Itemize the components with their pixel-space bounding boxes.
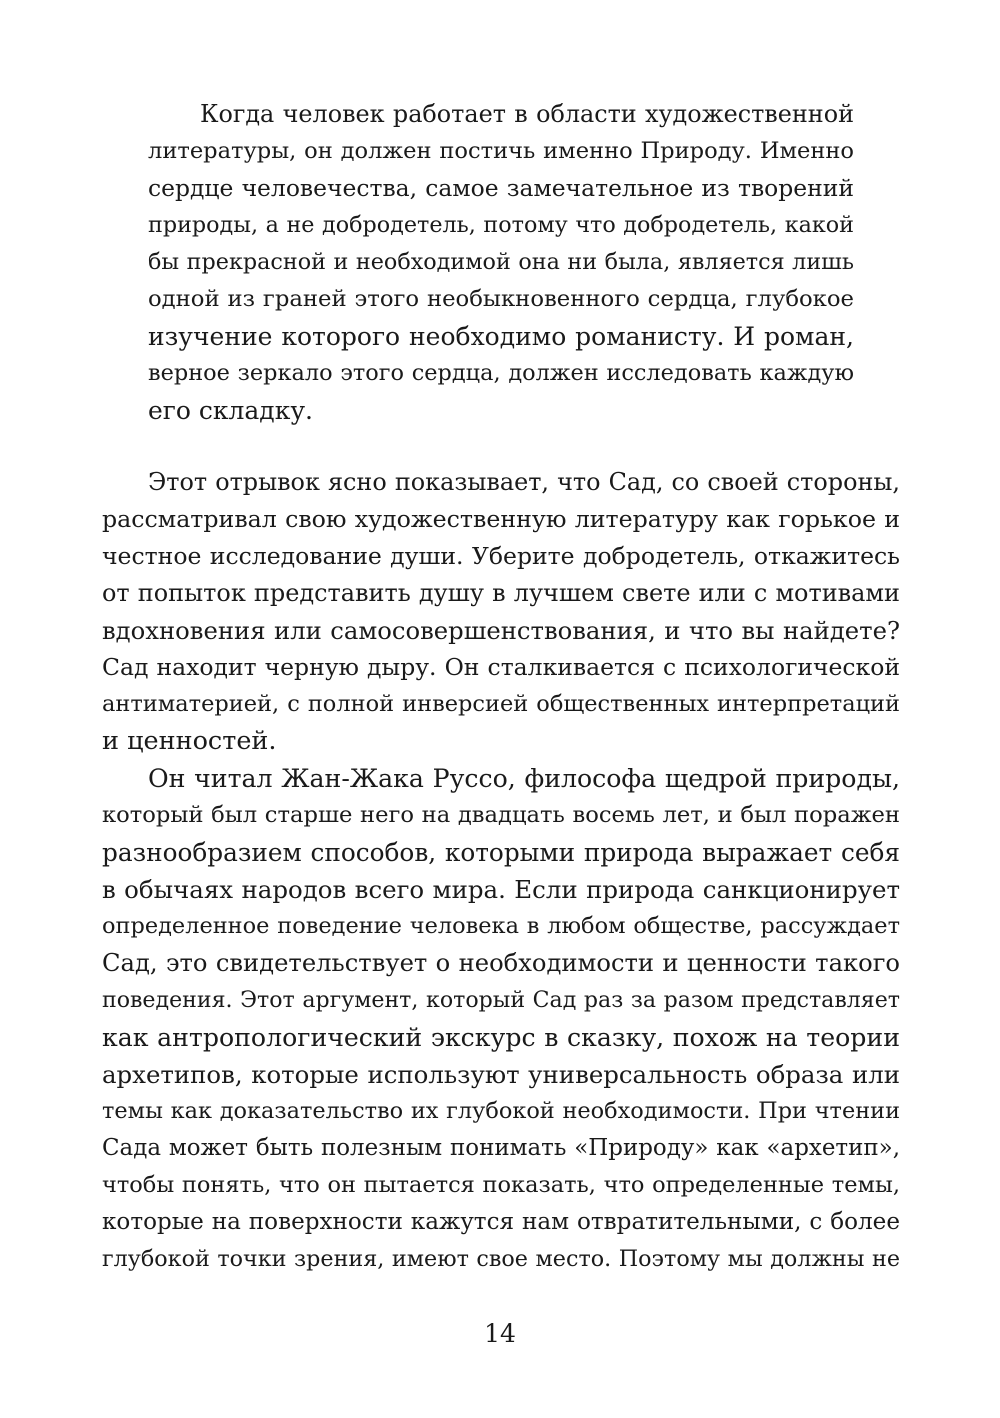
paragraph-line: глубокой точки зрения, имеют свое место. Поэтому мы должны не bbox=[102, 1246, 900, 1272]
paragraph-line: чтобы понять, что он пытается показать, что определенные темы, bbox=[102, 1172, 900, 1198]
paragraph-line: который был старше него на двадцать восемь лет, и был поражен bbox=[102, 802, 900, 828]
paragraph-line: рассматривал свою художественную литературу как горькое и bbox=[102, 505, 900, 533]
page-number: 14 bbox=[484, 1319, 516, 1348]
quote-line: Когда человек работает в области художественной bbox=[200, 100, 854, 128]
paragraph-line: разнообразием способов, которыми природа выражает себя bbox=[102, 838, 900, 867]
paragraph-line: антиматерией, с полной инверсией общественных интерпретаций bbox=[102, 691, 900, 717]
quote-line: природы, а не добродетель, потому что добродетель, какой bbox=[148, 212, 854, 238]
paragraph-line: от попыток представить душу в лучшем свете или с мотивами bbox=[102, 579, 900, 607]
paragraph-line: Сад, это свидетельствует о необходимости и ценности такого bbox=[102, 949, 900, 977]
paragraph-line: Этот отрывок ясно показывает, что Сад, со своей стороны, bbox=[148, 468, 900, 496]
paragraph-line: темы как доказательство их глубокой необходимости. При чтении bbox=[102, 1098, 900, 1124]
paragraph-line: которые на поверхности кажутся нам отвратительными, с более bbox=[102, 1209, 900, 1235]
paragraph-line: архетипов, которые используют универсальность образа или bbox=[102, 1060, 900, 1089]
quote-line: верное зеркало этого сердца, должен исследовать каждую bbox=[148, 360, 854, 386]
body-text bbox=[102, 464, 900, 1278]
paragraph-line: как антропологический экскурс в сказку, похож на теории bbox=[102, 1023, 900, 1052]
quote-line: его складку. bbox=[148, 396, 313, 425]
paragraph bbox=[102, 760, 900, 1278]
quote-line: сердце человечества, самое замечательное из творений bbox=[148, 174, 854, 202]
paragraph-line: в обычаях народов всего мира. Если природа санкционирует bbox=[102, 875, 900, 904]
paragraph-line: Сада может быть полезным понимать «Природу» как «архетип», bbox=[102, 1135, 900, 1161]
paragraph-line: и ценностей. bbox=[102, 726, 277, 756]
quote-line: литературы, он должен постичь именно Природу. Именно bbox=[148, 138, 854, 164]
paragraph-line: вдохновения или самосовершенствования, и что вы найдете? bbox=[102, 616, 900, 645]
paragraph-line: честное исследование души. Уберите добродетель, откажитесь bbox=[102, 542, 900, 570]
quote-line: одной из граней этого необыкновенного сердца, глубокое bbox=[148, 286, 854, 312]
paragraph-line: Он читал Жан-Жака Руссо, философа щедрой природы, bbox=[148, 764, 900, 793]
block-quote bbox=[148, 96, 854, 429]
paragraph-line: поведения. Этот аргумент, который Сад раз за разом представляет bbox=[102, 987, 900, 1013]
quote-line: бы прекрасной и необходимой она ни была, является лишь bbox=[148, 249, 854, 275]
paragraph-line: Сад находит черную дыру. Он сталкивается с психологической bbox=[102, 653, 900, 681]
quote-line: изучение которого необходимо романисту. И роман, bbox=[148, 322, 854, 351]
paragraph bbox=[102, 464, 900, 760]
paragraph-line: определенное поведение человека в любом обществе, рассуждает bbox=[102, 913, 900, 939]
